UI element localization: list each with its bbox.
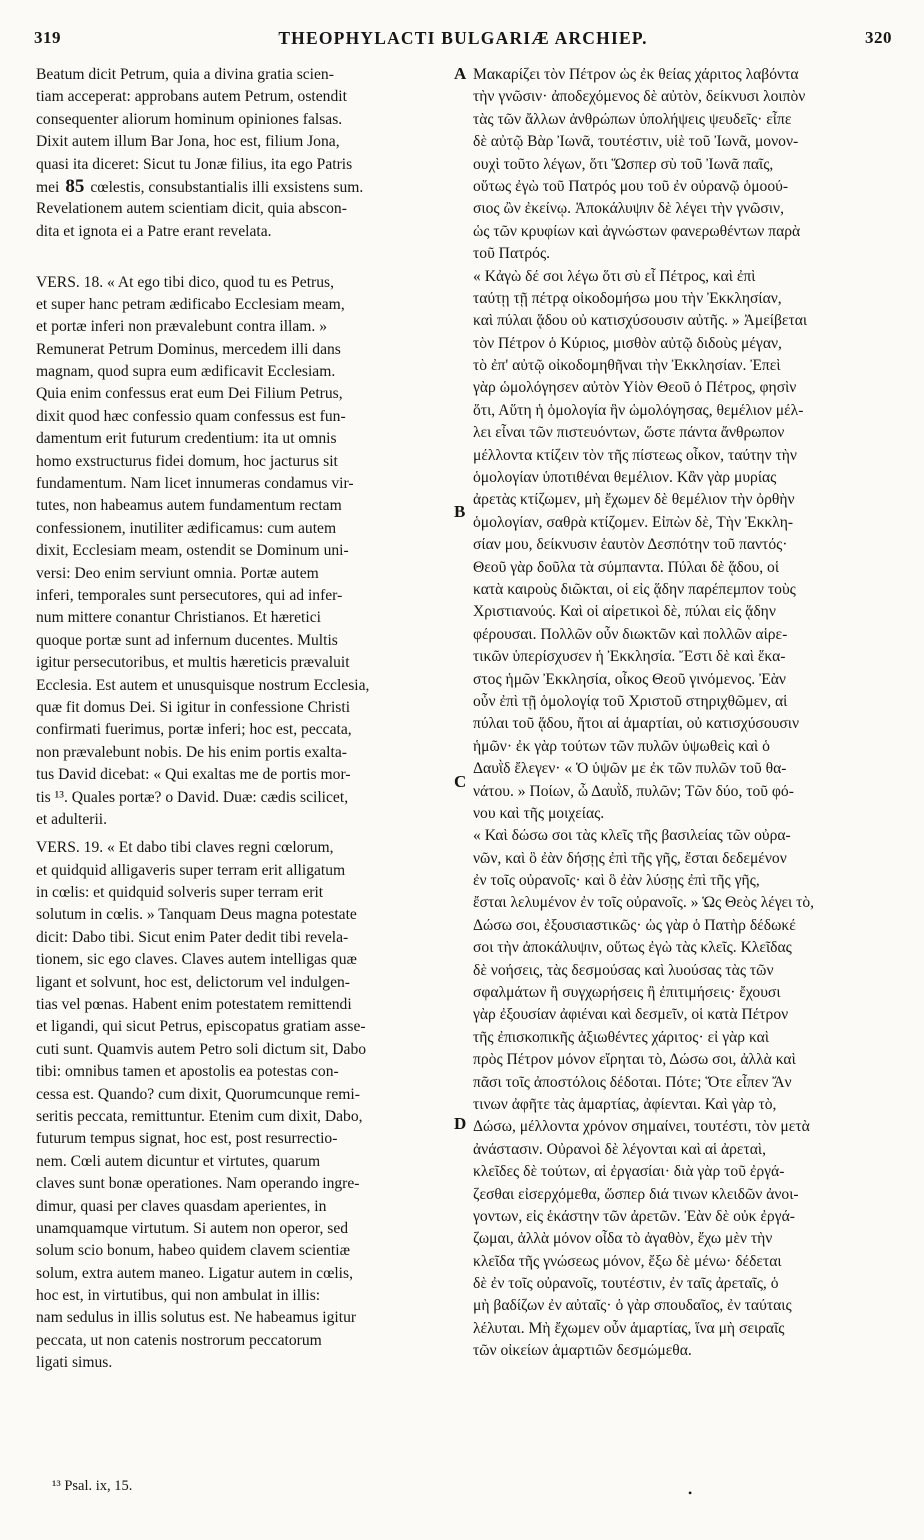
text-line: solum scio bonum, habeo quidem clavem scientiæ xyxy=(36,1242,350,1260)
text-line: tias vel pœnas. Habent enim potestatem remittendi xyxy=(36,996,352,1014)
text-line: σφαλμάτων ἢ συγχωρήσεις ἢ ἐπιτιμήσεις· ἔχουσι xyxy=(473,984,781,1002)
text-line: οὖν ἐπὶ τῇ ὁμολογίᾳ τοῦ Χριστοῦ στηριχθῶμεν, αἱ xyxy=(473,692,788,710)
text-line: γοντων, εἰς ἑκάστην τῶν ἀρετῶν. Ἐὰν δὲ οὐκ ἐργά- xyxy=(473,1207,795,1225)
text-line: nam sedulus in illis solutus est. Ne habeamus igitur xyxy=(36,1309,357,1327)
stray-mark: • xyxy=(688,1486,693,1500)
text-line: et portæ inferi non prævalebunt contra illam. » xyxy=(36,318,328,336)
text-line: solum, extra autem maneo. Ligatur autem in cœlis, xyxy=(36,1264,353,1282)
text-line: VERS. 18. « At ego tibi dico, quod tu es Petrus, xyxy=(36,273,335,291)
text-line: τὸ ἐπ' αὐτῷ οἰκοδομηθῆναι τὴν Ἐκκλησίαν. Ἐπεὶ xyxy=(473,357,781,375)
text-line: tiam acceperat: approbans autem Petrum, ostendit xyxy=(36,88,347,106)
text-line: Quia enim confessus erat eum Dei Filium Petrus, xyxy=(36,385,343,403)
text-line: quoque portæ sunt ad infernum ducentes. Multis xyxy=(36,631,338,649)
text-line: μέλλοντα κτίζειν τὸν τῆς πίστεως οἶκον, ταύτην τὴν xyxy=(473,446,797,464)
text-line: τῆς ἐπισκοπικῆς ἀξιωθέντες χάριτος· εἰ γὰρ καὶ xyxy=(473,1028,770,1046)
latin-column xyxy=(36,64,446,1375)
text-line: πᾶσι τοῖς ἀποστόλοις δέδοται. Πότε; Ὅτε εἶπεν Ἄν xyxy=(473,1073,792,1091)
margin-letter-c: C xyxy=(454,772,467,791)
text-line: et adulterii. xyxy=(36,810,108,828)
text-line: ὁμολογίαν, σαθρὰ κτίζομεν. Εἰπὼν δὲ, Τὴν Ἐκκλη- xyxy=(473,513,794,531)
text-line: Δώσω σοι, ἐξουσιαστικῶς· ὡς γὰρ ὁ Πατὴρ δέδωκέ xyxy=(473,916,796,934)
text-line: dimur, quasi per claves quasdam aperientes, in xyxy=(36,1197,327,1215)
text-line: τὴν γνῶσιν· ἀποδεχόμενος δὲ αὐτὸν, δείκνυσι λοιπὸν xyxy=(473,88,806,106)
text-line: cuti sunt. Quamvis autem Petro soli dictum sit, Dabo xyxy=(36,1040,367,1058)
text-line: δὲ αὐτῷ Βὰρ Ἰωνᾶ, τουτέστιν, υἱὲ τοῦ Ἰωνᾶ, μονον- xyxy=(473,133,799,151)
text-line: νου καὶ τῆς μοιχείας. xyxy=(473,804,605,822)
text-line: γὰρ ὡμολόγησεν αὐτὸν Υἱὸν Θεοῦ ὁ Πέτρος, φησὶν xyxy=(473,379,797,397)
text-line: nem. Cœli autem dicuntur et virtutes, quarum xyxy=(36,1152,321,1170)
text-line: Ecclesia. Est autem et unusquisque nostrum Ecclesia, xyxy=(36,676,370,694)
text-line: ταύτῃ τῇ πέτρᾳ οἰκοδομήσω μου τὴν Ἐκκλησίαν, xyxy=(473,289,782,307)
text-line: futurum tempus signat, hoc est, post resurrectio- xyxy=(36,1130,338,1148)
text-line: ὁμολογίαν ὑποτιθέναι θεμέλιον. Κἂν γὰρ μυρίας xyxy=(473,469,777,487)
text-line: ligati simus. xyxy=(36,1354,113,1372)
text-line: hoc est, in virtutibus, qui non ambulat in illis: xyxy=(36,1287,321,1305)
text-line: tis ¹³. Quales portæ? o David. Duæ: cædis scilicet, xyxy=(36,788,349,806)
line-start: mei xyxy=(36,178,60,196)
text-line: οὕτως ἐγὼ τοῦ Πατρός μου τοῦ ἐν οὐρανῷ ὁμοού- xyxy=(473,177,789,195)
text-line: ἀνάστασιν. Οὐρανοὶ δὲ λέγονται καὶ αἱ ἀρεταὶ, xyxy=(473,1140,767,1158)
text-line: κλεῖδες δὲ τούτων, αἱ ἐργασίαι· διὰ γὰρ τοῦ ἐργά- xyxy=(473,1163,785,1181)
text-line: πύλαι τοῦ ᾅδου, ἤτοι αἱ ἁμαρτίαι, οὐ κατισχύσουσιν xyxy=(473,715,800,733)
text-line: quasi ita diceret: Sicut tu Jonæ filius, ita ego Patris xyxy=(36,155,353,173)
text-line: ουχὶ τοῦτο λέγων, ὅτι Ὥσπερ σὺ τοῦ Ἰωνᾶ παῖς, xyxy=(473,155,774,173)
running-title: THEOPHYLACTI BULGARIÆ ARCHIEP. xyxy=(278,28,648,48)
text-line: tutes, non habeamus autem fundamentum rectam xyxy=(36,497,342,515)
text-line: dicit: Dabo tibi. Sicut enim Pater dedit tibi revela- xyxy=(36,928,349,946)
text-line xyxy=(36,243,446,265)
line-rest: cœlestis, consubstantialis illi exsistens sum. xyxy=(90,178,364,196)
text-line: quæ fit domus Dei. Si igitur in confessione Christi xyxy=(36,698,351,716)
text-line: non prævalebunt nobis. De his enim portis exalta- xyxy=(36,743,347,761)
footnote: ¹³ Psal. ix, 15. xyxy=(52,1478,133,1494)
text-line: φέρουσαι. Πολλῶν οὖν διωκτῶν καὶ πολλῶν αἱρε- xyxy=(473,625,788,643)
text-line: solutum in cœlis. » Tanquam Deus magna potestate xyxy=(36,906,357,924)
text-line: « Κἀγὼ δέ σοι λέγω ὅτι σὺ εἶ Πέτρος, καὶ ἐπὶ xyxy=(473,267,756,285)
text-line: ζωμαι, ἀλλὰ μόνον οἶδα τὸ ἀγαθὸν, ἔχω μὲν τὴν xyxy=(473,1230,773,1248)
right-page-number: 320 xyxy=(865,28,892,47)
text-line: δὲ ἐν τοῖς οὐρανοῖς, τουτέστιν, ἐν ταῖς ἀρεταῖς, ὁ xyxy=(473,1275,779,1293)
text-line: ἐν τοῖς οὐρανοῖς· καὶ ὃ ἐὰν λύσῃς ἐπὶ τῆς γῆς, xyxy=(473,872,760,890)
text-line: homo exstructurus fidei domum, hoc jacturus sit xyxy=(36,452,338,470)
text-line: seritis peccata, remittuntur. Etenim cum dixit, Dabo, xyxy=(36,1107,363,1125)
column-number: 85 xyxy=(65,175,85,197)
text-line: igitur persecutoribus, et multis hæreticis prævaluit xyxy=(36,654,350,672)
text-line: νῶν, καὶ ὃ ἐὰν δήσῃς ἐπὶ τῆς γῆς, ἔσται δεδεμένον xyxy=(473,849,787,867)
text-line: magnam, quod supra eum ædificavit Ecclesiam. xyxy=(36,363,336,381)
text-line: claves sunt bonæ operationes. Nam operando ingre- xyxy=(36,1175,360,1193)
text-line: ἡμῶν· ἐκ γὰρ τούτων τῶν πυλῶν ὑψωθεὶς καὶ ὁ xyxy=(473,737,770,755)
text-line: τὰς τῶν ἄλλων ἀνθρώπων ὑπολήψεις ψευδεῖς· εἶπε xyxy=(473,110,792,128)
text-line: Remunerat Petrum Dominus, mercedem illi dans xyxy=(36,340,341,358)
text-line: κλεῖδα τῆς γνώσεως μόνον, ἔξω δὲ μένω· δέδεται xyxy=(473,1252,782,1270)
text-line: Χριστιανούς. Καὶ οἱ αἱρετικοὶ δὲ, πύλαι εἰς ᾅδην xyxy=(473,603,776,621)
text-line: num mittere conantur Christianos. Et hæretici xyxy=(36,609,321,627)
text-line: σοι τὴν ἀποκάλυψιν, οὕτως ἐγὼ τὰς κλεῖς. Κλεῖδας xyxy=(473,939,792,957)
text-line: consequenter aliorum hominum opiniones falsas. xyxy=(36,110,343,128)
text-line: et super hanc petram ædificabo Ecclesiam meam, xyxy=(36,295,345,313)
margin-letter-b: B xyxy=(454,502,466,521)
text-line: Dixit autem illum Bar Jona, hoc est, filium Jona, xyxy=(36,133,340,151)
text-line: ἔσται λελυμένον ἐν τοῖς οὐρανοῖς. » Ὡς Θεὸς λέγει τὸ, xyxy=(473,894,815,912)
text-line: τῶν οἰκείων ἁμαρτιῶν δεσμώμεθα. xyxy=(473,1342,692,1360)
text-line: tibi: omnibus tamen et apostolis ea potestas con- xyxy=(36,1063,339,1081)
text-line: dita et ignota ei a Patre erant revelata. xyxy=(36,222,272,240)
margin-letter-a: A xyxy=(454,64,467,83)
text-line: Δαυῒδ ἔλεγεν· « Ὁ ὑψῶν με ἐκ τῶν πυλῶν τοῦ θα- xyxy=(473,760,787,778)
text-line: Revelationem autem scientiam dicit, quia abscon- xyxy=(36,200,347,218)
text-line: πρὸς Πέτρον μόνον εἴρηται τὸ, Δώσω σοι, ἀλλὰ καὶ xyxy=(473,1051,796,1069)
text-line: στος ἡμῶν Ἐκκλησία, οἶκος Θεοῦ γινόμενος. Ἐὰν xyxy=(473,670,786,688)
text-line: τοῦ Πατρός. xyxy=(473,245,551,263)
text-line: κατὰ καιροὺς διῶκται, οἱ εἰς ᾅδην παρέπεμπον τοὺς xyxy=(473,580,796,598)
text-line: τινων ἀφῆτε τὰς ἁμαρτίας, ἀφίενται. Καὶ γὰρ τὸ, xyxy=(473,1095,777,1113)
text-line: δὲ νοήσεις, τὰς δεσμούσας καὶ λυούσας τὰς τῶν xyxy=(473,961,774,979)
text-line: νάτου. » Ποίων, ὦ Δαυῒδ, πυλῶν; Τῶν δύο, τοῦ φό- xyxy=(473,782,794,800)
text-line: ὡς τῶν κρυφίων καὶ ἀγνώστων φανερωθέντων παρὰ xyxy=(473,222,801,240)
text-line: Θεοῦ γὰρ δοῦλα τὰ σύμπαντα. Πύλαι δὲ ᾅδου, οἱ xyxy=(473,558,780,576)
text-line: unamquamque virtutum. Si autem non operor, sed xyxy=(36,1219,349,1237)
text-line: inferi, temporales sunt persecutores, qui ad infer- xyxy=(36,586,343,604)
text-line: cessa est. Quando? cum dixit, Quorumcunque remi- xyxy=(36,1085,360,1103)
greek-column xyxy=(473,64,885,1363)
text-line: « Καὶ δώσω σοι τὰς κλεῖς τῆς βασιλείας τῶν οὐρα- xyxy=(473,827,791,845)
text-line: ἀρετὰς κτίζωμεν, μὴ ἔχωμεν δὲ θεμέλιον τὴν ὀρθὴν xyxy=(473,491,795,509)
text-line: λει εἶναι τῶν πιστευόντων, ὥστε πάντα ἄνθρωπον xyxy=(473,424,785,442)
running-header xyxy=(34,28,892,54)
text-line: fundamentum. Nam licet innumeras condamus vir- xyxy=(36,475,354,493)
text-line: confessionem, inutiliter ædificamus: cum autem xyxy=(36,519,337,537)
text-line: confirmati fuerimus, portæ inferi; hoc est, peccata, xyxy=(36,721,352,739)
text-line: τὸν Πέτρον ὁ Κύριος, μισθὸν αὐτῷ διδοὺς μέγαν, xyxy=(473,334,782,352)
margin-letter-d: D xyxy=(454,1114,467,1133)
text-line: tionem, sic ego claves. Claves autem intelligas quæ xyxy=(36,951,357,969)
text-line: damentum erit futurum credentium: ita ut omnis xyxy=(36,430,337,448)
text-line: ligant et solvunt, hoc est, delictorum vel indulgen- xyxy=(36,973,350,991)
text-line: VERS. 19. « Et dabo tibi claves regni cœlorum, xyxy=(36,839,334,857)
text-line: dixit, Ecclesiam meam, ostendit se Dominum uni- xyxy=(36,542,349,560)
text-line: in cœlis: et quidquid solveris super terram erit xyxy=(36,884,324,902)
text-line: tus David dicebat: « Qui exaltas me de portis mor- xyxy=(36,766,351,784)
text-line: Δώσω, μέλλοντα χρόνον σημαίνει, τουτέστι, τὸν μετὰ xyxy=(473,1118,810,1136)
left-page-number: 319 xyxy=(34,28,61,47)
text-line: dixit quod hæc confessio quam confessus est fun- xyxy=(36,407,346,425)
text-line: et quidquid alligaveris super terram erit alligatum xyxy=(36,861,346,879)
text-line: λέλυται. Μὴ ἔχωμεν οὖν ἁμαρτίας, ἵνα μὴ σειραῖς xyxy=(473,1319,785,1337)
text-line: ὅτι, Αὕτη ἡ ὁμολογία ἣν ὡμολόγησας, θεμέλιον μέλ- xyxy=(473,401,804,419)
text-line: σιος ὢν ἐκείνῳ. Ἀποκάλυψιν δὲ λέγει τὴν γνῶσιν, xyxy=(473,200,784,218)
text-line: γὰρ ἐξουσίαν ἀφιέναι καὶ δεσμεῖν, οἱ κατὰ Πέτρον xyxy=(473,1006,789,1024)
text-line: ζεσθαι εἰσερχόμεθα, ὥσπερ διά τινων κλειδῶν ἀνοι- xyxy=(473,1185,799,1203)
text-line: Μακαρίζει τὸν Πέτρον ὡς ἐκ θείας χάριτος λαβόντα xyxy=(473,66,799,83)
text-line: versi: Deo enim serviunt omnia. Portæ autem xyxy=(36,564,319,582)
text-line xyxy=(36,176,446,198)
text-line: Beatum dicit Petrum, quia a divina gratia scien- xyxy=(36,66,334,83)
text-line: καὶ πύλαι ᾅδου οὐ κατισχύσουσιν αὐτῆς. » Ἀμείβεται xyxy=(473,312,808,330)
text-line: τικῶν ὑπερίσχυσεν ἡ Ἐκκλησία. Ἔστι δὲ καὶ ἕκα- xyxy=(473,648,786,666)
text-line: μὴ βαδίζων ἐν αὐταῖς· ὁ γὰρ σπουδαῖος, ἐν ταύταις xyxy=(473,1297,792,1315)
text-line: peccata, ut non catenis nostrorum peccatorum xyxy=(36,1331,322,1349)
text-line: σίαν μου, δείκνυσιν ἑαυτὸν Δεσπότην τοῦ παντός· xyxy=(473,536,788,554)
text-line: et ligandi, qui sicut Petrus, episcopatus gratiam asse- xyxy=(36,1018,366,1036)
